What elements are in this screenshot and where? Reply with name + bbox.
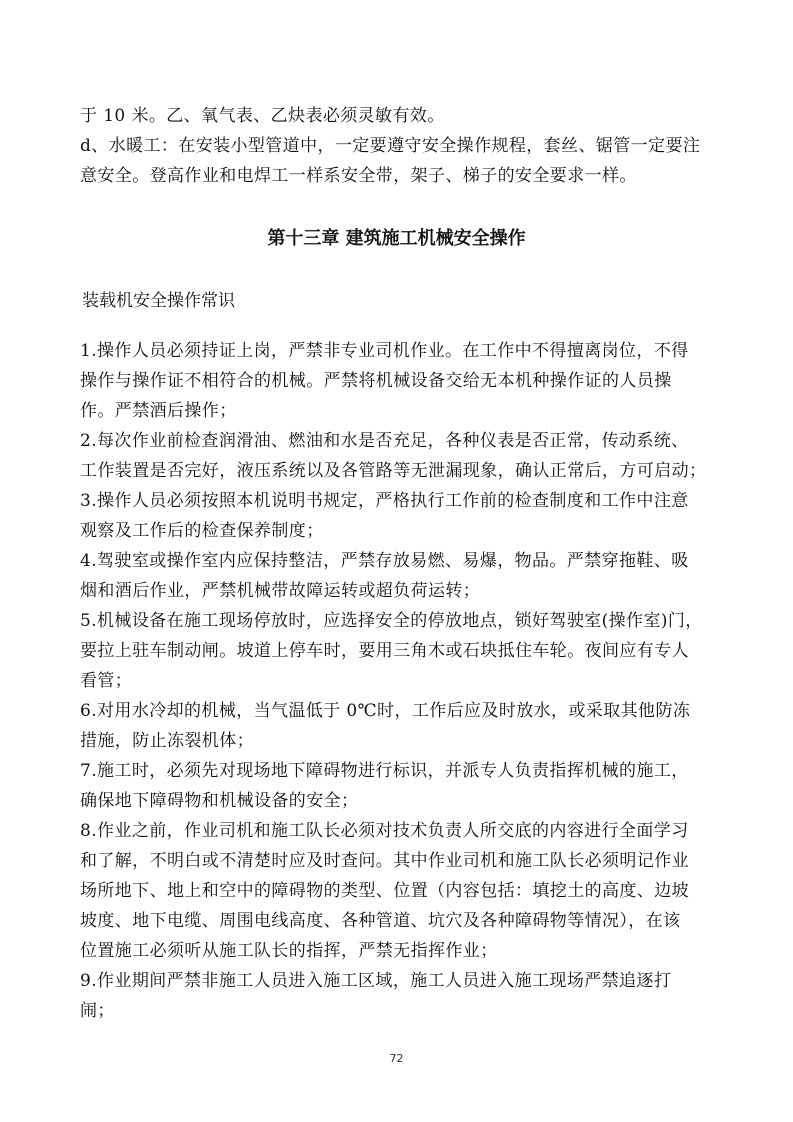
list-item-8-line-5: 位置施工必须听从施工队长的指挥，严禁无指挥作业；	[80, 941, 498, 961]
preamble-line-2: d、水暖工：在安装小型管道中，一定要遵守安全操作规程，套丝、锯管一定要注	[80, 136, 701, 156]
list-item-6-line-2: 措施，防止冻裂机体；	[80, 731, 254, 751]
list-item-2-line-1: 2.每次作业前检查润滑油、燃油和水是否充足，各种仪表是否正常，传动系统、	[80, 431, 689, 451]
list-item-7-line-1: 7.施工时，必须先对现场地下障碍物进行标识，并派专人负责指挥机械的施工，	[80, 761, 689, 781]
list-item-3-line-1: 3.操作人员必须按照本机说明书规定，严格执行工作前的检查制度和工作中注意	[80, 491, 689, 511]
list-item-5-line-3: 看管；	[80, 671, 133, 691]
list-item-1-line-1: 1.操作人员必须持证上岗，严禁非专业司机作业。在工作中不得擅离岗位，不得	[80, 341, 689, 361]
list-item-5-line-2: 要拉上驻车制动闸。坡道上停车时，要用三角木或石块抵住车轮。夜间应有专人	[80, 641, 689, 661]
list-item-7-line-2: 确保地下障碍物和机械设备的安全；	[80, 791, 359, 811]
list-item-5-line-1: 5.机械设备在施工现场停放时，应选择安全的停放地点，锁好驾驶室(操作室)门，	[80, 611, 703, 631]
list-item-1-line-3: 作。严禁酒后操作；	[80, 401, 237, 421]
list-item-4-line-1: 4.驾驶室或操作室内应保持整洁，严禁存放易燃、易爆，物品。严禁穿拖鞋、吸	[80, 551, 689, 571]
list-item-8-line-4: 坡度、地下电缆、周围电线高度、各种管道、坑穴及各种障碍物等情况），在该	[80, 911, 681, 931]
list-item-8-line-3: 场所地下、地上和空中的障碍物的类型、位置（内容包括：填挖土的高度、边坡	[80, 881, 689, 901]
list-item-8-line-1: 8.作业之前，作业司机和施工队长必须对技术负责人所交底的内容进行全面学习	[80, 821, 689, 841]
section-title: 装载机安全操作常识	[82, 291, 235, 311]
page-number: 72	[389, 1052, 404, 1065]
preamble-line-3: 意安全。登高作业和电焊工一样系安全带，架子、梯子的安全要求一样。	[80, 166, 637, 186]
list-item-2-line-2: 工作装置是否完好，液压系统以及各管路等无泄漏现象，确认正常后，方可启动；	[80, 461, 707, 481]
preamble-line-1: 于 10 米。乙、氧气表、乙炔表必须灵敏有效。	[80, 106, 445, 126]
list-item-1-line-2: 操作与操作证不相符合的机械。严禁将机械设备交给无本机种操作证的人员操	[80, 371, 672, 391]
list-item-9-line-2: 闹；	[80, 1001, 115, 1021]
list-item-6-line-1: 6.对用水冷却的机械，当气温低于 0℃时，工作后应及时放水，或采取其他防冻	[80, 701, 691, 721]
list-item-8-line-2: 和了解，不明白或不清楚时应及时查问。其中作业司机和施工队长必须明记作业	[80, 851, 689, 871]
list-item-3-line-2: 观察及工作后的检查保养制度；	[80, 521, 324, 541]
list-item-4-line-2: 烟和酒后作业，严禁机械带故障运转或超负荷运转；	[80, 581, 481, 601]
list-item-9-line-1: 9.作业期间严禁非施工人员进入施工区域，施工人员进入施工现场严禁追逐打	[80, 971, 672, 991]
chapter-title: 第十三章 建筑施工机械安全操作	[267, 228, 526, 249]
